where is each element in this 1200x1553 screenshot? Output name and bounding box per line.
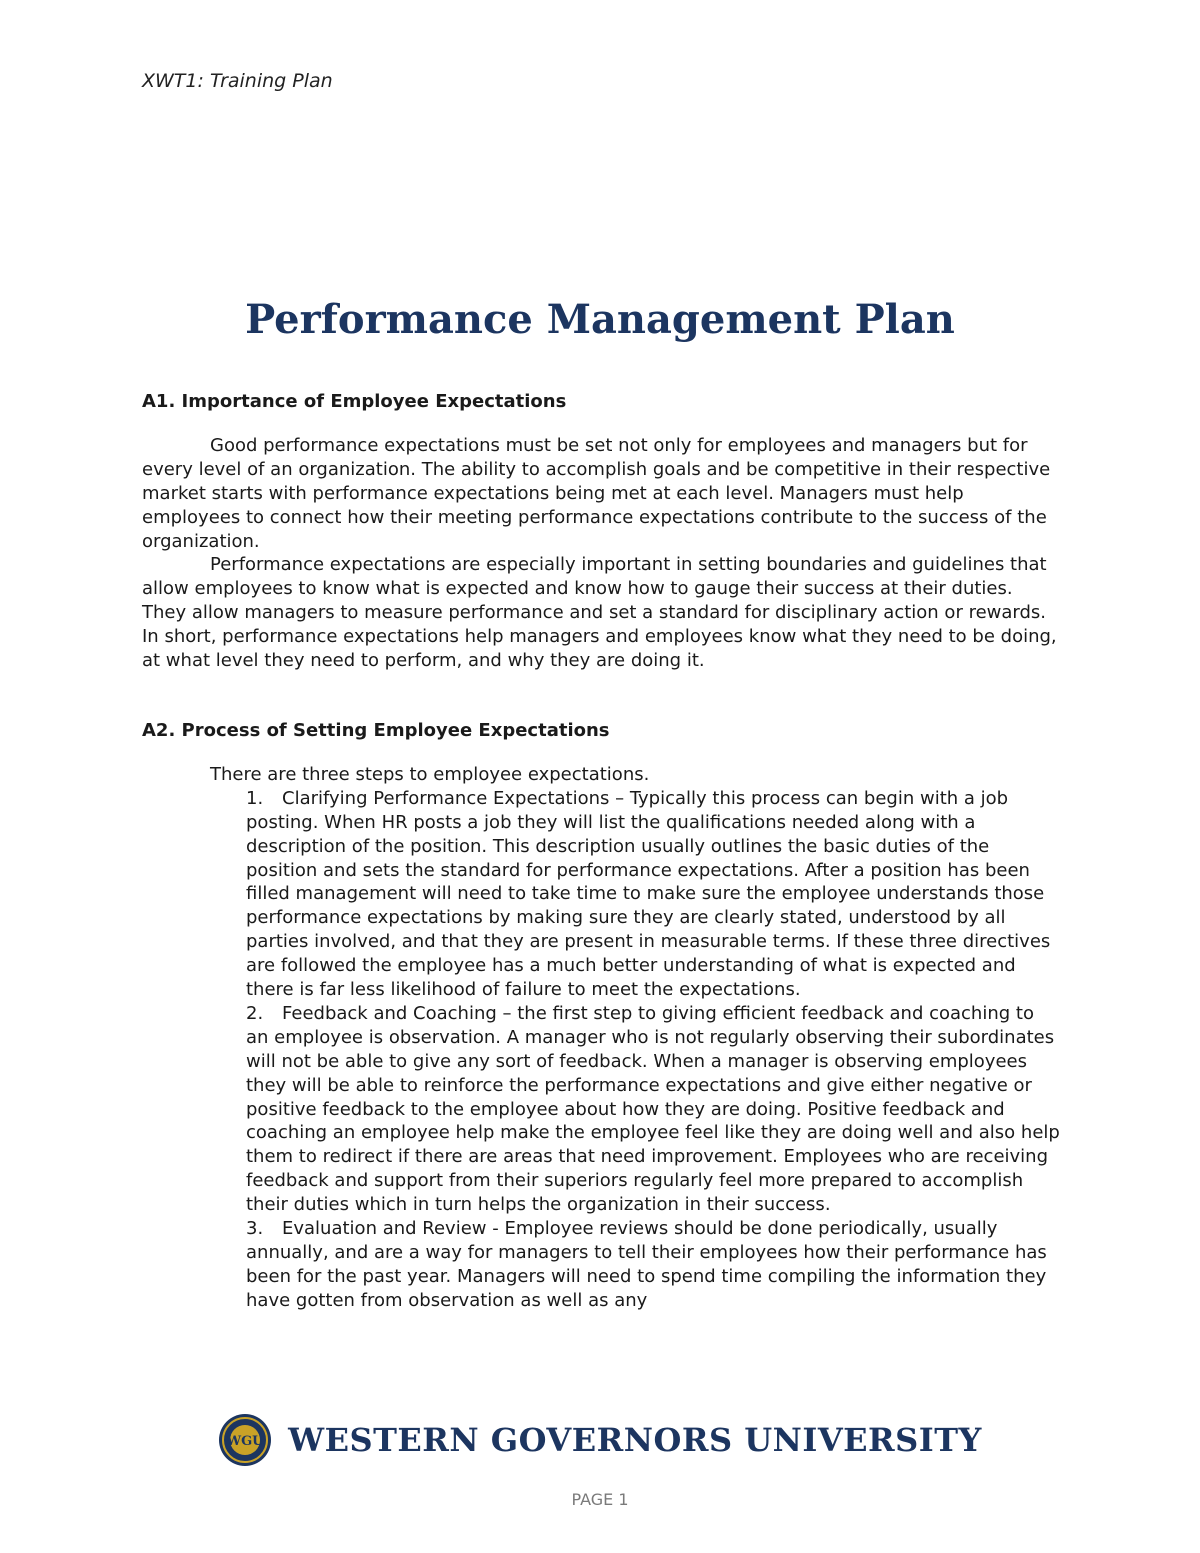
- steps-list: [142, 787, 1062, 1313]
- section-a1-paragraph-1: Good performance expectations must be set not only for employees and managers but for every level of an organization. The ability to accomplish goals and be competitive in their respective market starts with performance expectations being met at each level. Managers must help employees to connect how their meeting performance expectations contribute to the success of the organization.: [142, 434, 1051, 552]
- section-a1-heading: A1. Importance of Employee Expectations: [142, 391, 567, 412]
- step-text: Evaluation and Review - Employee reviews should be done periodically, usually annually, and are a way for managers to tell their employees how their performance has been for the past year. Managers will need to spend time compiling the information they have gotten from observation as well as any: [246, 1218, 1047, 1311]
- list-item: [246, 1002, 1062, 1217]
- step-number: 1.: [246, 787, 264, 809]
- page-number: PAGE 1: [571, 1490, 629, 1509]
- step-text: Clarifying Performance Expectations – Typically this process can begin with a job posting. When HR posts a job they will list the qualifications needed along with a description of the position. This description usually outlines the basic duties of the position and sets the standard for performance expectations. After a position has been filled management will need to take time to make sure the employee understands those performance expectations by making sure they are clearly stated, understood by all parties involved, and that they are present in measurable terms. If these three directives are followed the employee has a much better understanding of what is expected and there is far less likelihood of failure to meet the expectations.: [246, 787, 1051, 1001]
- running-header: XWT1: Training Plan: [142, 70, 333, 92]
- section-a2-heading: A2. Process of Setting Employee Expectations: [142, 719, 610, 741]
- step-text: Feedback and Coaching – the first step to giving efficient feedback and coaching to an employee is observation. A manager who is not regularly observing their subordinates will not be able to give any sort of feedback. When a manager is observing employees they will be able to reinforce the performance expectations and give either negative or positive feedback to the employee about how they are doing. Positive feedback and coaching an employee help make the employee feel like they are doing well and also help them to redirect if there are areas that need improvement. Employees who are receiving feedback and support from their superiors regularly feel more prepared to accomplish their duties which in turn helps the organization in their success.: [246, 1002, 1060, 1216]
- logo-wordmark: WESTERN GOVERNORS UNIVERSITY: [288, 1421, 982, 1459]
- section-a1-paragraph-2: Performance expectations are especially important in setting boundaries and guidelines that allow employees to know what is expected and know how to gauge their success at their duties. They allow managers to measure performance and set a standard for disciplinary action or rewards. In short, performance expectations help managers and employees know what they need to be doing, at what level they need to perform, and why they are doing it.: [142, 554, 1057, 672]
- document-body: [142, 390, 1062, 1313]
- university-logo: [0, 1408, 1200, 1472]
- seal-letters: WGU: [226, 1434, 264, 1449]
- list-item: [246, 1217, 1062, 1313]
- list-item: [246, 787, 1062, 1002]
- step-number: 3.: [246, 1218, 264, 1240]
- step-number: 2.: [246, 1002, 264, 1024]
- document-title: Performance Management Plan: [245, 296, 955, 343]
- section-a2-intro: There are three steps to employee expectations.: [210, 763, 650, 785]
- university-seal-icon: [218, 1413, 272, 1467]
